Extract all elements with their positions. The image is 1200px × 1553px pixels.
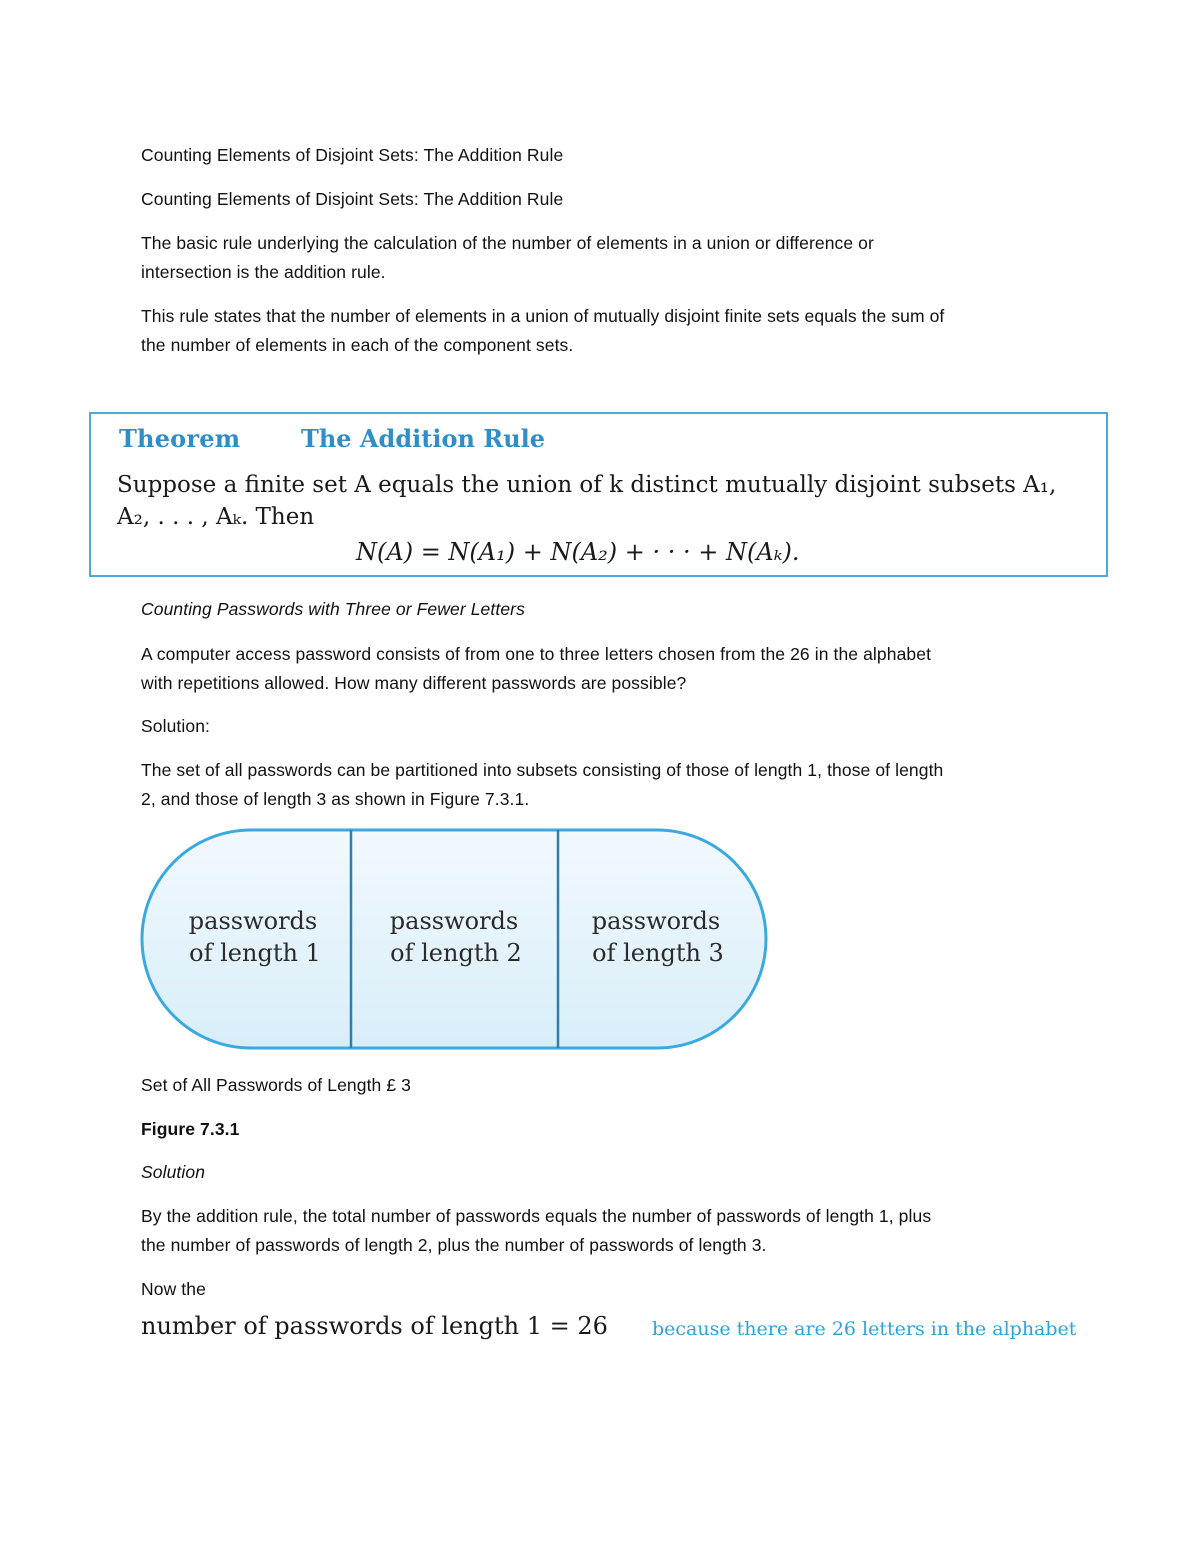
- intro-paragraph: [141, 229, 874, 287]
- theorem-formula: N(A) = N(A₁) + N(A₂) + · · · + N(Aₖ).: [356, 538, 800, 566]
- segment-2-line-1: passwords: [389, 907, 519, 935]
- rule-line-2: the number of elements in each of the component sets.: [141, 335, 574, 355]
- problem-line-1: A computer access password consists of from one to three letters chosen from the 26 in the alphabet: [141, 644, 932, 664]
- addition-line-1: By the addition rule, the total number of passwords equals the number of passwords of length 1, plus: [141, 1206, 932, 1226]
- heading-2: Counting Elements of Disjoint Sets: The Addition Rule: [141, 189, 564, 209]
- theorem-label: Theorem: [119, 424, 241, 453]
- addition-explanation-paragraph: [141, 1202, 931, 1260]
- password-partition-figure: [140, 828, 770, 1052]
- theorem-text-line-1: Suppose a finite set A equals the union of k distinct mutually disjoint subsets A₁,: [117, 472, 1057, 498]
- rule-statement-paragraph: [141, 302, 944, 360]
- segment-3-line-2: of length 3: [592, 939, 724, 967]
- theorem-text-line-2: A₂, . . . , Aₖ. Then: [117, 504, 315, 530]
- segment-1-line-1: passwords: [188, 907, 318, 935]
- theorem-box: [89, 412, 1108, 577]
- problem-line-2: with repetitions allowed. How many different passwords are possible?: [141, 673, 687, 693]
- rule-line-1: This rule states that the number of elements in a union of mutually disjoint finite sets equals the sum of: [141, 306, 945, 326]
- partition-paragraph: [141, 756, 943, 814]
- partition-line-2: 2, and those of length 3 as shown in Figure 7.3.1.: [141, 789, 530, 809]
- figure-diagram: [140, 828, 770, 1052]
- solution-label: Solution:: [141, 716, 211, 736]
- example-title: Counting Passwords with Three or Fewer Letters: [141, 599, 525, 619]
- addition-line-2: the number of passwords of length 2, plus the number of passwords of length 3.: [141, 1235, 767, 1255]
- figure-caption: Set of All Passwords of Length £ 3: [141, 1075, 411, 1095]
- heading-1: Counting Elements of Disjoint Sets: The Addition Rule: [141, 145, 564, 165]
- solution-italic: Solution: [141, 1162, 206, 1182]
- segment-1-line-2: of length 1: [189, 939, 321, 967]
- problem-paragraph: [141, 640, 931, 698]
- now-the: Now the: [141, 1279, 206, 1299]
- segment-3-line-1: passwords: [591, 907, 721, 935]
- figure-number: Figure 7.3.1: [141, 1119, 240, 1139]
- theorem-name: The Addition Rule: [301, 424, 546, 453]
- intro-line-2: intersection is the addition rule.: [141, 262, 386, 282]
- equation-right: because there are 26 letters in the alphabet: [652, 1318, 1077, 1340]
- segment-2-line-2: of length 2: [390, 939, 522, 967]
- intro-line-1: The basic rule underlying the calculation of the number of elements in a union or difference or: [141, 233, 874, 253]
- partition-line-1: The set of all passwords can be partitioned into subsets consisting of those of length 1, those of length: [141, 760, 944, 780]
- equation-left: number of passwords of length 1 = 26: [141, 1312, 608, 1340]
